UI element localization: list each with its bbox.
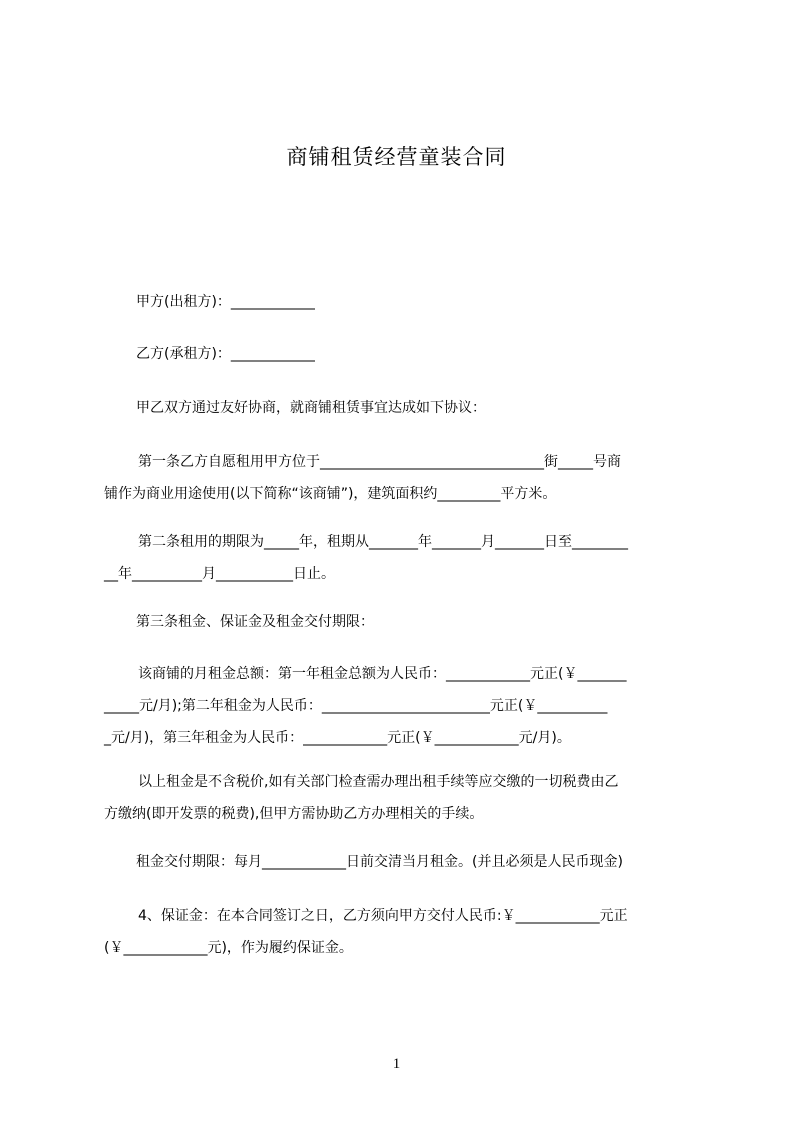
rent-amount-line-1: 该商铺的月租金总额：第一年租金总额为人民币：____________元正(￥_______ [138,666,627,682]
article-2 [104,526,702,590]
article-1-line-1: 第一条乙方自愿租用甲方位于________________________________街_____号商 [138,454,621,470]
article-3-heading [136,606,734,638]
tax-clause [104,766,702,830]
party-a-text: 甲方(出租方)：____________ [136,294,315,310]
tax-clause-line-1: 以上租金是不含税价,如有关部门检查需办理出租手续等应交缴的一切税费由乙 [138,774,619,790]
party-a-line [136,286,734,318]
deposit-line-1: 4、保证金：在本合同签订之日，乙方须向甲方交付人民币:￥____________元正 [138,908,628,924]
rent-amount-line-2: _____元/月);第二年租金为人民币：________________________元正(￥__________ [104,698,608,714]
deposit-clause [104,900,702,964]
article-1-line-2: 铺作为商业用途使用(以下简称“该商铺”)，建筑面积约_________平方米。 [104,486,557,502]
payment-deadline [136,846,734,878]
article-2-line-2: __年__________月___________日止。 [104,566,335,582]
tax-clause-line-2: 方缴纳(即开发票的税费),但甲方需协助乙方办理相关的手续。 [104,806,484,822]
agreement-intro [136,392,734,424]
party-b-text: 乙方(承租方)：____________ [136,346,315,362]
rent-amount-line-3: _元/月)，第三年租金为人民币：____________元正(￥____________元/月)。 [104,730,571,746]
article-2-line-1: 第二条租用的期限为_____年，租期从_______年_______月_______日至________ [138,534,628,550]
payment-deadline-text: 租金交付期限：每月____________日前交清当月租金。(并且必须是人民币现金) [136,854,623,870]
rent-amount-clause [104,658,702,754]
agreement-intro-text: 甲乙双方通过友好协商，就商铺租赁事宜达成如下协议： [136,400,486,416]
deposit-line-2: (￥____________元)，作为履约保证金。 [104,940,353,956]
document-title: 商铺租赁经营童装合同 [286,145,507,169]
page-number: 1 [392,1056,401,1072]
article-1 [104,446,702,510]
article-3-heading-text: 第三条租金、保证金及租金交付期限： [136,614,374,630]
party-b-line [136,338,734,370]
